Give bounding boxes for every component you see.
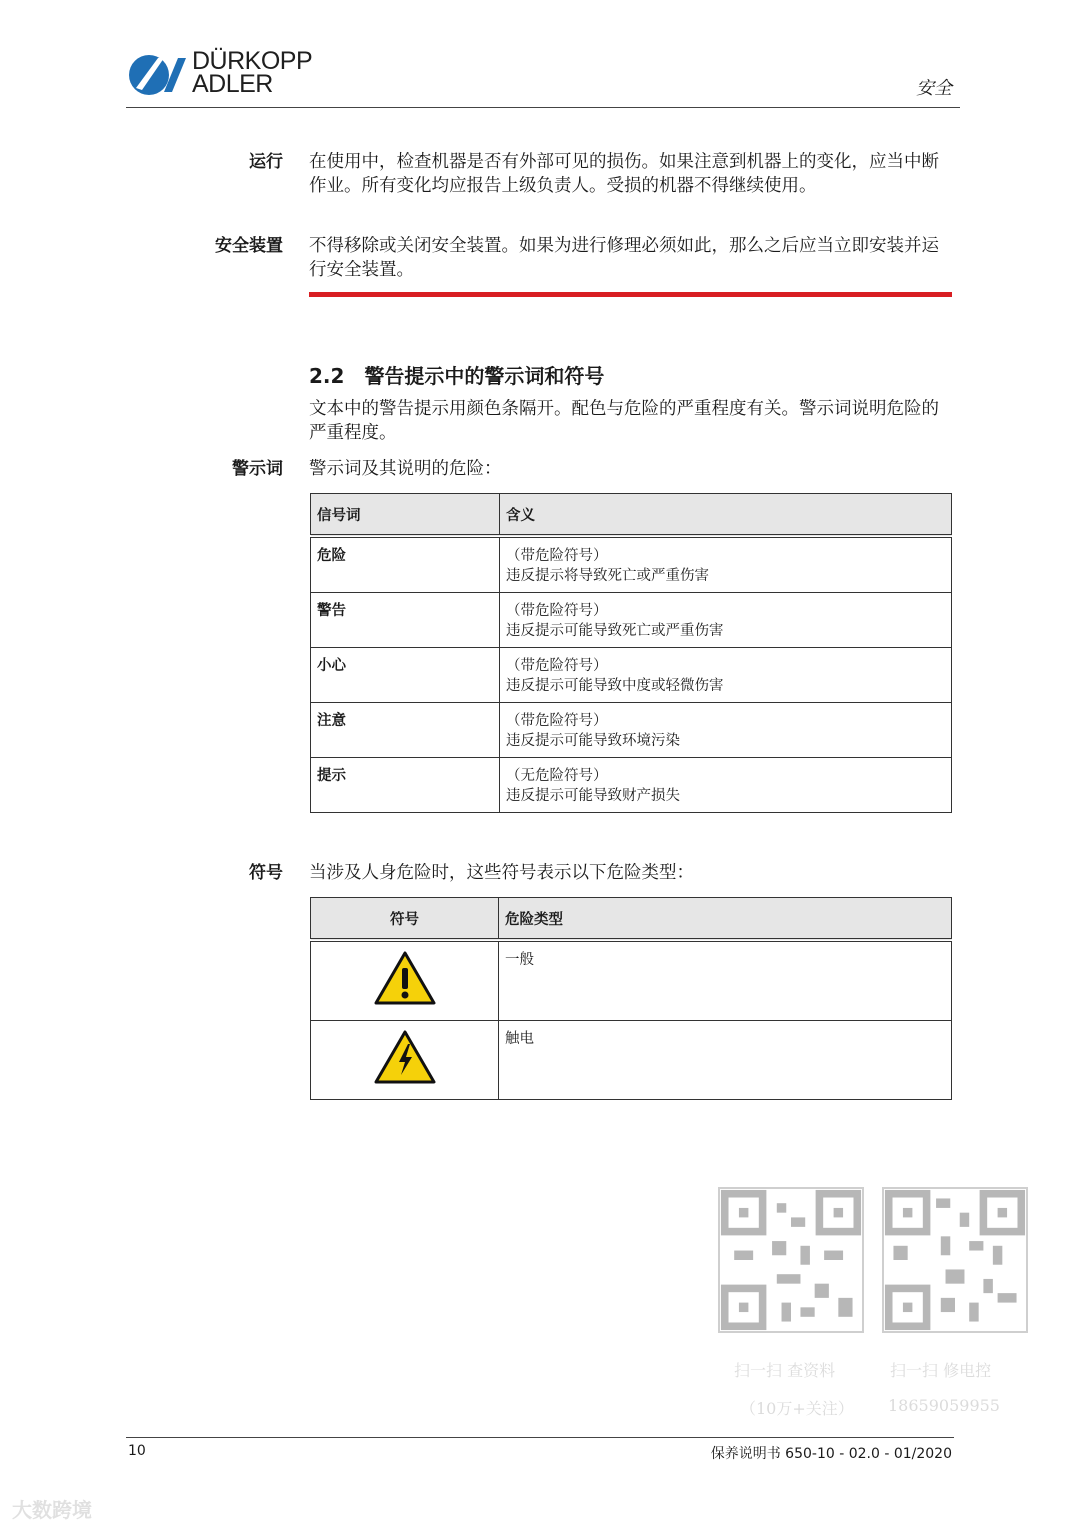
general-warning-triangle-icon	[373, 950, 437, 1006]
qr1-subcaption: （10万+关注）	[740, 1399, 854, 1418]
safety-devices-text: 不得移除或关闭安全装置。如果为进行修理必须如此，那么之后应当立即安装并运行安全装置。	[309, 236, 939, 280]
header-divider	[126, 107, 960, 108]
column-header-signal-word: 信号词	[311, 494, 500, 537]
symbol-note: （带危险符号）	[506, 658, 608, 674]
meaning-text: 违反提示可能导致财产损失	[506, 788, 680, 804]
table-row	[311, 536, 952, 593]
table-row	[311, 703, 952, 758]
safety-devices-label: 安全装置	[215, 236, 283, 256]
logo-text	[192, 47, 313, 98]
qr2-caption: 扫一扫 修电控	[890, 1361, 992, 1380]
qr1-caption: 扫一扫 查资料	[734, 1361, 836, 1380]
logo-line-1: DÜRKOPP	[192, 47, 313, 75]
meaning-text: 违反提示可能导致环境污染	[506, 733, 680, 749]
meaning-cell	[500, 703, 952, 758]
meaning-cell	[500, 593, 952, 648]
duerkopp-adler-logo-icon	[128, 52, 186, 98]
meaning-text: 违反提示将导致死亡或严重伤害	[506, 568, 709, 584]
column-header-symbol: 符号	[311, 898, 499, 941]
signal-word-cell: 提示	[311, 758, 500, 813]
qr-watermark-left	[718, 1187, 864, 1337]
meaning-cell	[500, 648, 952, 703]
signal-words-table	[310, 493, 952, 813]
document-reference: 保养说明书 650-10 - 02.0 - 01/2020	[710, 1446, 952, 1462]
table-row	[311, 593, 952, 648]
qr2-subcaption: 18659059955	[888, 1396, 1000, 1415]
signal-word-cell: 警告	[311, 593, 500, 648]
table-header-row	[311, 898, 952, 941]
footer-divider	[126, 1437, 954, 1438]
meaning-text: 违反提示可能导致中度或轻微伤害	[506, 678, 724, 694]
electric-shock-triangle-icon	[373, 1029, 437, 1085]
symbols-label: 符号	[249, 863, 283, 883]
symbol-note: （带危险符号）	[506, 713, 608, 729]
symbol-cell	[311, 940, 499, 1021]
table-row	[311, 940, 952, 1021]
meaning-cell	[500, 536, 952, 593]
operation-label: 运行	[249, 152, 283, 172]
qr-watermark-right	[882, 1187, 1028, 1337]
warning-color-bar	[309, 292, 952, 297]
symbol-cell	[311, 1021, 499, 1100]
signal-words-label: 警示词	[232, 459, 283, 479]
table-row	[311, 1021, 952, 1100]
hazard-type-cell: 一般	[499, 940, 952, 1021]
section-number: 2.2	[309, 364, 345, 388]
hazard-symbols-table	[310, 897, 952, 1100]
signal-word-cell: 注意	[311, 703, 500, 758]
page-number: 10	[128, 1443, 146, 1459]
symbol-note: （无危险符号）	[506, 768, 608, 784]
table-row	[311, 648, 952, 703]
meaning-text: 违反提示可能导致死亡或严重伤害	[506, 623, 724, 639]
table-header-row	[311, 494, 952, 537]
qr-code-icon	[882, 1187, 1028, 1333]
signal-word-cell: 危险	[311, 536, 500, 593]
section-intro: 文本中的警告提示用颜色条隔开。配色与危险的严重程度有关。警示词说明危险的严重程度。	[309, 399, 939, 443]
symbol-note: （带危险符号）	[506, 548, 608, 564]
signal-word-cell: 小心	[311, 648, 500, 703]
logo-line-2: ADLER	[192, 70, 273, 98]
section-title: 警告提示中的警示词和符号	[364, 364, 605, 388]
table-row	[311, 758, 952, 813]
section-name: 安全	[916, 78, 952, 99]
qr-code-icon	[718, 1187, 864, 1333]
brand-watermark: 大数跨境	[12, 1498, 92, 1522]
section-heading	[309, 360, 604, 389]
meaning-cell	[500, 758, 952, 813]
column-header-hazard-type: 危险类型	[499, 898, 952, 941]
symbol-note: （带危险符号）	[506, 603, 608, 619]
symbols-intro: 当涉及人身危险时，这些符号表示以下危险类型：	[309, 863, 694, 883]
hazard-type-cell: 触电	[499, 1021, 952, 1100]
operation-text: 在使用中，检查机器是否有外部可见的损伤。如果注意到机器上的变化，应当中断作业。所有变化均应报告上级负责人。受损的机器不得继续使用。	[309, 152, 939, 196]
signal-words-intro: 警示词及其说明的危险：	[309, 459, 502, 479]
column-header-meaning: 含义	[500, 494, 952, 537]
